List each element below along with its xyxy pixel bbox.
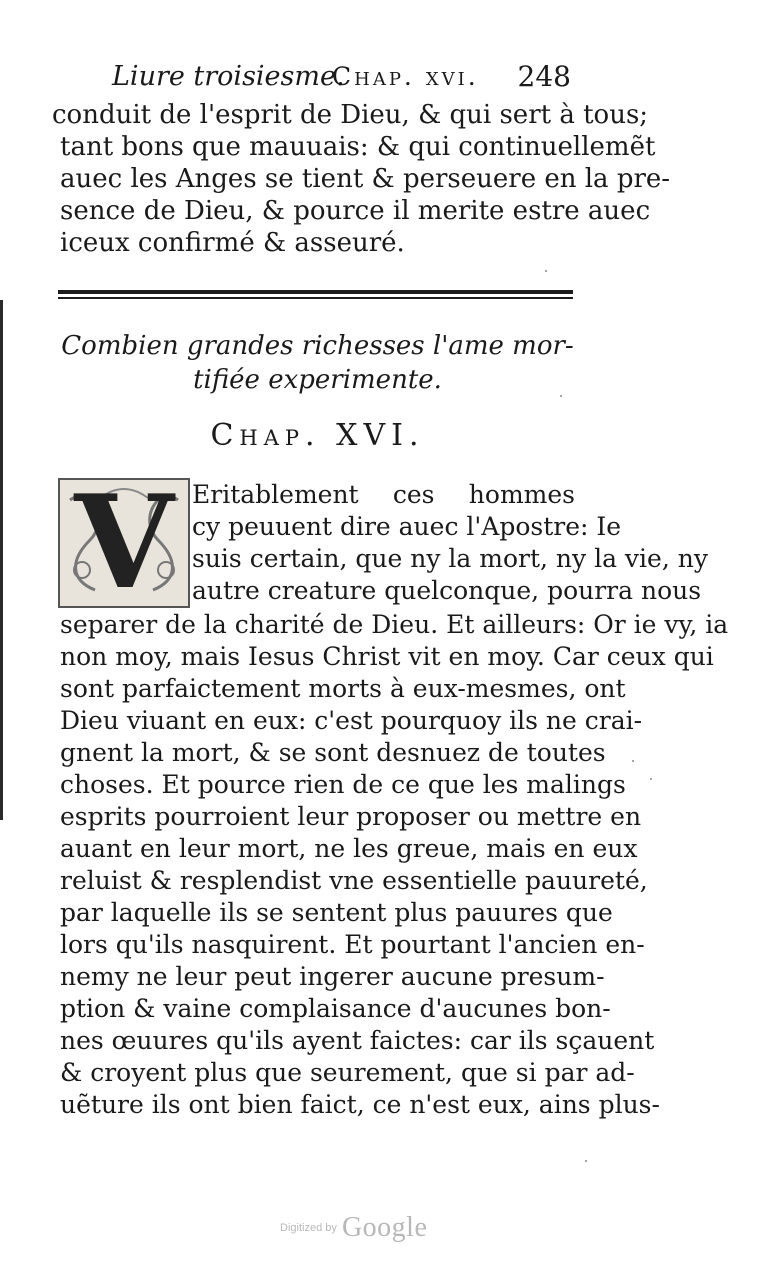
text-line: reluist & resplendist vne essentielle pauureté,: [60, 866, 648, 895]
drop-cap-letter: V: [74, 478, 174, 608]
watermark-prefix: Digitized by: [280, 1222, 337, 1234]
text-line: cy peuuent dire auec l'Apostre: Ie: [192, 512, 622, 541]
chapter-title-line: tifiée experimente.: [193, 365, 442, 395]
page-header: [60, 58, 575, 98]
text-line: non moy, mais Iesus Christ vit en moy. Car ceux qui: [60, 642, 714, 671]
running-head: Liure troisiesme.: [112, 61, 345, 92]
text-line: Eritablement ces hommes: [192, 480, 575, 509]
text-line: autre creature quelconque, pourra nous: [192, 576, 702, 605]
text-line: iceux confirmé & asseuré.: [60, 228, 405, 258]
scan-speck: [545, 270, 547, 272]
text-line: separer de la charité de Dieu. Et ailleurs: Or ie vy, ia: [60, 610, 729, 639]
watermark-brand: Google: [341, 1212, 428, 1243]
text-line: sont parfaictement morts à eux-mesmes, ont: [60, 674, 626, 703]
scan-speck: [560, 395, 562, 397]
decorated-initial: [58, 478, 190, 608]
text-line: nemy ne leur peut ingerer aucune presum-: [60, 962, 605, 991]
text-line: tant bons que mauuais: & qui continuellemẽt: [60, 132, 656, 162]
text-line: uẽture ils ont bien faict, ce n'est eux, ains plus-: [60, 1090, 660, 1119]
scan-speck: [585, 1160, 587, 1162]
text-line: nes œuures qu'ils ayent faictes: car ils sçauent: [60, 1026, 655, 1055]
text-line: esprits pourroient leur proposer ou mettre en: [60, 802, 642, 831]
page-edge-shadow: [0, 300, 3, 820]
section-rule-thin: [58, 297, 573, 299]
text-line: ption & vaine complaisance d'aucunes bon-: [60, 994, 611, 1023]
text-line: auant en leur mort, ne les greue, mais en eux: [60, 834, 638, 863]
text-line: par laquelle ils se sentent plus pauures que: [60, 898, 613, 927]
text-line: sence de Dieu, & pource il merite estre auec: [60, 196, 651, 226]
text-line: choses. Et pource rien de ce que les malings: [60, 770, 626, 799]
page-number: 248: [517, 60, 571, 93]
scan-speck: [632, 760, 634, 762]
text-line: conduit de l'esprit de Dieu, & qui sert à tous;: [52, 100, 649, 130]
text-line: lors qu'ils nasquirent. Et pourtant l'ancien en-: [60, 930, 645, 959]
scan-speck: [650, 778, 652, 780]
text-line: & croyent plus que seurement, que si par ad-: [60, 1058, 635, 1087]
chapter-title-line: Combien grandes richesses l'ame mor-: [61, 331, 574, 361]
chapter-number: Chap. XVI.: [210, 418, 425, 453]
section-rule: [58, 290, 573, 294]
digitized-watermark: [280, 1212, 480, 1246]
text-line: suis certain, que ny la mort, ny la vie, ny: [192, 544, 708, 573]
text-line: gnent la mort, & se sont desnuez de toutes: [60, 738, 606, 767]
chapter-reference: Chap. xvi.: [332, 62, 479, 91]
text-line: Dieu viuant en eux: c'est pourquoy ils ne crai-: [60, 706, 643, 735]
text-line: auec les Anges se tient & perseuere en la pre-: [60, 164, 671, 194]
